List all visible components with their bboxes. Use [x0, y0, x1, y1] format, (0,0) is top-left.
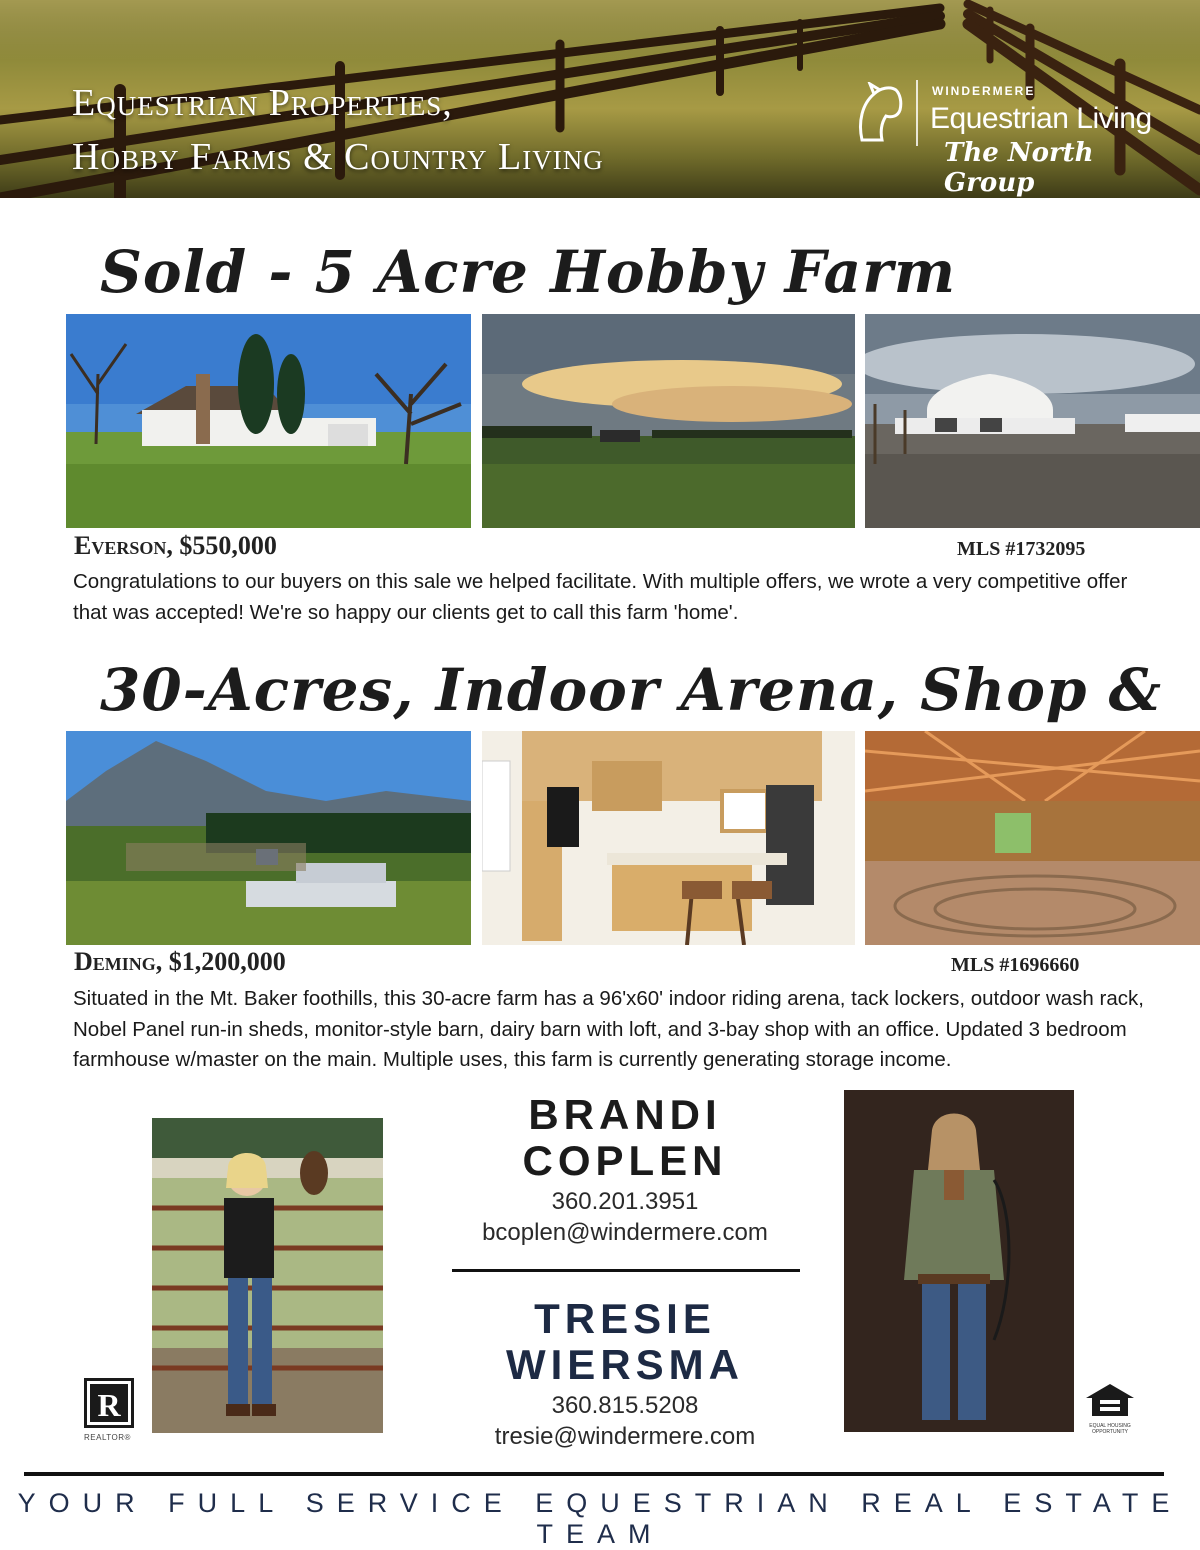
listing1-location-price: Everson, $550,000 — [74, 531, 277, 560]
logo-sub: The North Group — [944, 138, 1094, 198]
realtor-r-icon — [84, 1378, 134, 1428]
agent-brandi-email[interactable]: bcoplen@windermere.com — [482, 1219, 768, 1246]
agent-tresie-email[interactable]: tresie@windermere.com — [494, 1423, 756, 1450]
realtor-badge — [84, 1378, 148, 1440]
listing1-photo-farmhouse — [66, 314, 471, 528]
listing1-description: Congratulations to our buyers on this sale we helped facilitate. With multiple offers, we wrote a very competitive offer that was accepted! We're so happy our clients get to call this farm 'home'. — [73, 570, 1128, 624]
equal-housing-house-icon — [1084, 1382, 1136, 1418]
listing2-heading: 30-Acres, Indoor Arena, Shop & — [100, 656, 1163, 724]
listing2-location-price: Deming, $1,200,000 — [74, 947, 286, 976]
listing1-photo-barn — [865, 314, 1200, 528]
agent-tresie-phone[interactable]: 360.815.5208 — [551, 1392, 699, 1419]
equal-housing-badge — [1080, 1382, 1140, 1440]
banner-title-line1: Equestrian Properties, — [72, 82, 453, 124]
realtor-label: REALTOR® — [84, 1433, 131, 1442]
logo-brand: WINDERMERE — [932, 84, 1036, 98]
listing1-mls: MLS #1732095 — [957, 538, 1086, 560]
agent-tresie-first: TRESIE — [534, 1295, 716, 1342]
banner-title — [72, 76, 604, 184]
listing2-photo-kitchen — [482, 731, 855, 945]
footer-rule — [24, 1472, 1164, 1476]
windermere-logo — [852, 78, 1162, 198]
agent-photo-brandi — [152, 1118, 383, 1433]
listing1-photo-field — [482, 314, 855, 528]
agent-divider — [452, 1269, 800, 1272]
listing2-mls: MLS #1696660 — [951, 954, 1080, 976]
svg-text:R: R — [97, 1387, 121, 1423]
logo-divider — [916, 80, 918, 146]
footer-tagline: YOUR FULL SERVICE EQUESTRIAN REAL ESTATE TEAM — [17, 1488, 1183, 1549]
horse-head-icon — [852, 82, 906, 146]
logo-main: Equestrian Living — [930, 102, 1152, 135]
listing1-heading: Sold - 5 Acre Hobby Farm — [100, 238, 957, 306]
agent-brandi-phone[interactable]: 360.201.3951 — [551, 1188, 699, 1215]
listing2-description: Situated in the Mt. Baker foothills, this 30-acre farm has a 96'x60' indoor riding arena, tack lockers, outdoor wash rack, Nobel Panel run-in sheds, monitor-style barn, dairy barn with loft, and 3-bay shop with an office. Updated 3 bedroom farmhouse w/master on the main. Multiple uses, this farm is currently generating storage income. — [73, 987, 1144, 1071]
agent-photo-tresie — [844, 1090, 1074, 1432]
agent-brandi-last: COPLEN — [522, 1137, 728, 1184]
equal-housing-label: EQUAL HOUSING OPPORTUNITY — [1089, 1423, 1131, 1435]
agent-brandi — [452, 1092, 798, 1248]
agent-tresie — [452, 1296, 798, 1452]
listing2-photo-aerial — [66, 731, 471, 945]
agent-tresie-last: WIERSMA — [506, 1341, 744, 1388]
banner-title-line2: Hobby Farms & Country Living — [72, 136, 604, 178]
agent-brandi-first: BRANDI — [528, 1091, 722, 1138]
listing2-photo-arena — [865, 731, 1200, 945]
